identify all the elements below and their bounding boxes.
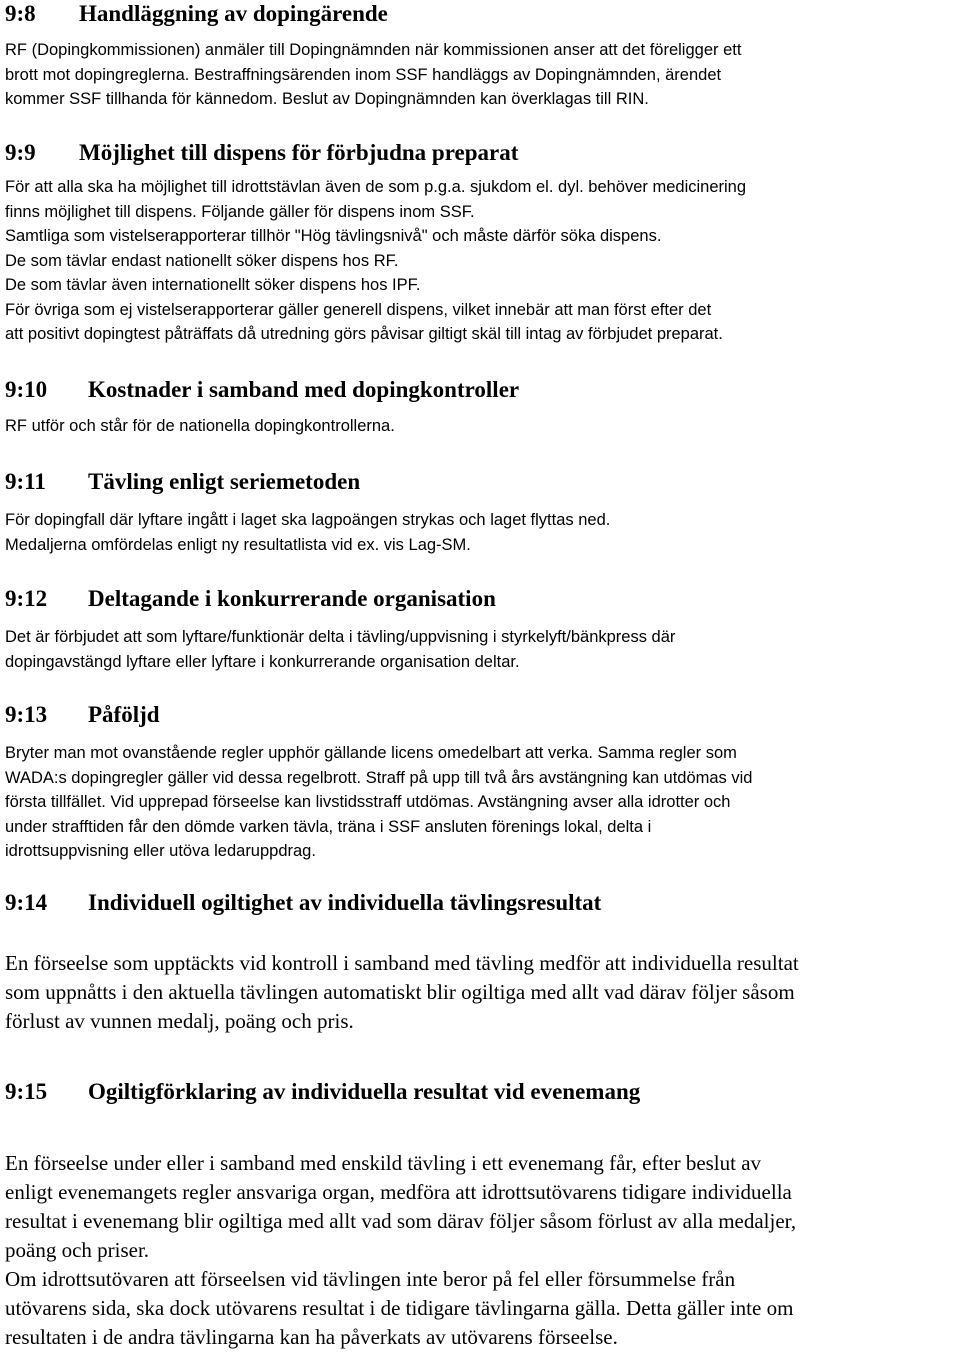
body-line: förlust av vunnen medalj, poäng och pris. xyxy=(5,1009,354,1033)
section-body xyxy=(5,175,957,347)
body-line: En förseelse under eller i samband med enskild tävling i ett evenemang får, efter beslut av xyxy=(5,1151,762,1175)
body-line: som uppnåtts i den aktuella tävlingen automatiskt blir ogiltiga med allt vad därav följer såsom xyxy=(5,980,795,1004)
body-line: Det är förbjudet att som lyftare/funktionär delta i tävling/uppvisning i styrkelyft/bänkpress där xyxy=(5,628,676,646)
section-9-9 xyxy=(5,139,957,347)
body-line: första tillfället. Vid upprepad förseelse kan livstidsstraff utdömas. Avstängning avser alla idrotter och xyxy=(5,793,731,811)
section-title: Ogiltigförklaring av individuella resultat vid evenemang xyxy=(88,1079,641,1104)
body-line: Samtliga som vistelserapporterar tillhör "Hög tävlingsnivå" och måste därför söka dispens. xyxy=(5,227,662,245)
section-heading xyxy=(5,585,957,613)
body-line: dopingavstängd lyftare eller lyftare i konkurrerande organisation deltar. xyxy=(5,652,520,671)
section-9-12 xyxy=(5,585,957,674)
section-9-14 xyxy=(5,889,957,1036)
body-line: De som tävlar även internationellt söker dispens hos IPF. xyxy=(5,276,421,294)
section-body xyxy=(5,1149,957,1352)
section-body xyxy=(5,625,957,674)
section-number: 9:14 xyxy=(5,890,48,915)
section-9-13 xyxy=(5,701,957,864)
body-line: finns möjlighet till dispens. Följande gäller för dispens inom SSF. xyxy=(5,202,475,221)
body-line: brott mot dopingreglerna. Bestraffningsärenden inom SSF handläggs av Dopingnämnden, ärendet xyxy=(5,65,722,84)
section-heading xyxy=(5,468,957,496)
body-line: resultaten i de andra tävlingarna kan ha påverkats av utövarens förseelse. xyxy=(5,1325,618,1349)
body-line: En förseelse som upptäckts vid kontroll i samband med tävling medför att individuella resultat xyxy=(5,951,799,975)
body-line: WADA:s dopingregler gäller vid dessa regelbrott. Straff på upp till två års avstängning kan utdömas vid xyxy=(5,768,753,787)
body-line: För övriga som ej vistelserapporterar gäller generell dispens, vilket innebär att man först efter det xyxy=(5,300,712,319)
body-line: enligt evenemangets regler ansvariga organ, medföra att idrottsutövarens tidigare individuella xyxy=(5,1180,792,1204)
section-9-11 xyxy=(5,468,957,557)
section-body xyxy=(5,38,957,112)
section-title: Påföljd xyxy=(88,702,160,727)
section-body xyxy=(5,508,957,557)
section-title: Möjlighet till dispens för förbjudna preparat xyxy=(79,140,519,165)
body-line: poäng och priser. xyxy=(5,1238,150,1262)
body-line: De som tävlar endast nationellt söker dispens hos RF. xyxy=(5,251,399,270)
section-heading xyxy=(5,889,957,917)
section-heading xyxy=(5,1078,957,1106)
section-title: Handläggning av dopingärende xyxy=(79,1,388,26)
section-body xyxy=(5,414,957,439)
body-line: Bryter man mot ovanstående regler upphör gällande licens omedelbart att verka. Samma regler som xyxy=(5,744,737,762)
body-line: utövarens sida, ska dock utövarens resultat i de tidigare tävlingarna gälla. Detta gäller inte om xyxy=(5,1296,794,1320)
section-number: 9:9 xyxy=(5,140,36,165)
body-line: Om idrottsutövaren att förseelsen vid tävlingen inte beror på fel eller försummelse från xyxy=(5,1267,736,1291)
body-line: idrottsuppvisning eller utöva ledaruppdrag. xyxy=(5,842,316,860)
section-body xyxy=(5,741,957,864)
section-number: 9:11 xyxy=(5,469,46,494)
section-heading xyxy=(5,376,957,404)
section-title: Tävling enligt seriemetoden xyxy=(88,469,361,494)
section-9-10 xyxy=(5,376,957,439)
body-line: Medaljerna omfördelas enligt ny resultatlista vid ex. vis Lag-SM. xyxy=(5,535,471,554)
section-title: Kostnader i samband med dopingkontroller xyxy=(88,377,520,402)
body-line: under strafftiden får den dömde varken tävla, träna i SSF ansluten förenings lokal, delta i xyxy=(5,817,652,836)
section-title: Individuell ogiltighet av individuella tävlingsresultat xyxy=(88,890,602,915)
section-9-15 xyxy=(5,1078,957,1352)
body-line: att positivt dopingtest påträffats då utredning görs påvisar giltigt skäl till intag av förbjudet preparat. xyxy=(5,325,723,343)
body-line: För att alla ska ha möjlighet till idrottstävlan även de som p.g.a. sjukdom el. dyl. behöver medicinering xyxy=(5,178,747,196)
body-line: RF (Dopingkommissionen) anmäler till Dopingnämnden när kommissionen anser att det föreligger ett xyxy=(5,41,742,59)
section-number: 9:10 xyxy=(5,377,48,402)
section-heading xyxy=(5,701,957,729)
section-number: 9:13 xyxy=(5,702,48,727)
section-number: 9:8 xyxy=(5,1,36,26)
section-number: 9:15 xyxy=(5,1079,48,1104)
body-line: För dopingfall där lyftare ingått i laget ska lagpoängen strykas och laget flyttas ned. xyxy=(5,511,611,529)
body-line: kommer SSF tillhanda för kännedom. Beslut av Dopingnämnden kan överklagas till RIN. xyxy=(5,90,649,108)
section-body xyxy=(5,949,957,1036)
body-line: RF utför och står för de nationella dopingkontrollerna. xyxy=(5,417,395,435)
section-number: 9:12 xyxy=(5,586,48,611)
body-line: resultat i evenemang blir ogiltiga med allt vad som därav följer såsom förlust av alla medaljer, xyxy=(5,1209,797,1233)
section-9-8 xyxy=(5,0,957,112)
section-title: Deltagande i konkurrerande organisation xyxy=(88,586,496,611)
section-heading xyxy=(5,0,957,28)
section-heading xyxy=(5,139,957,167)
